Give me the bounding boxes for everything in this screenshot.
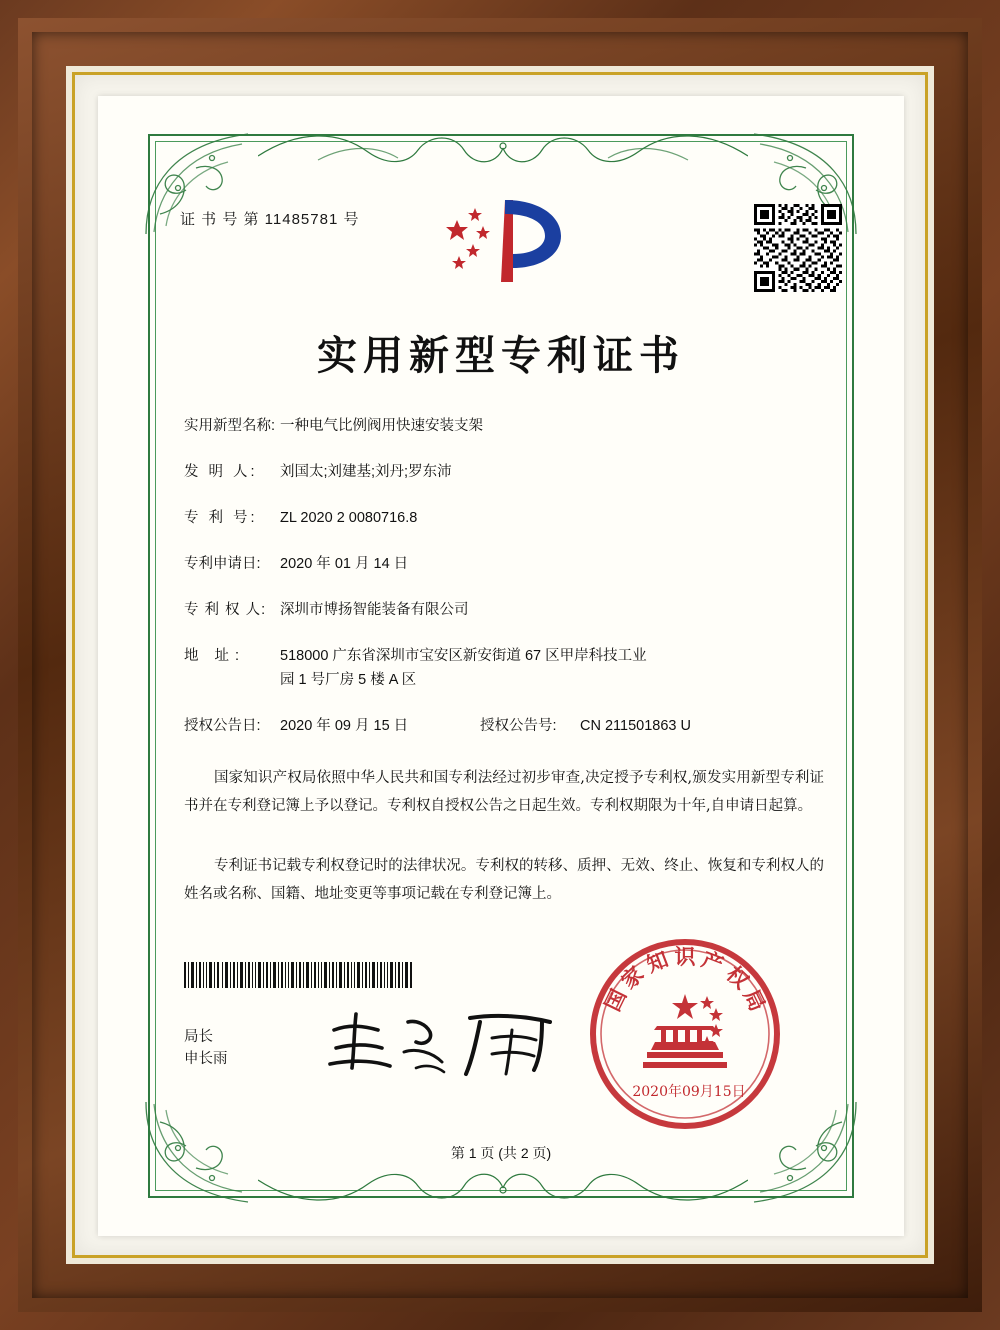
field-address: [184, 646, 844, 690]
certificate-paper: [98, 96, 904, 1236]
field-label: 专利申请日:: [184, 556, 261, 572]
svg-text:识: 识: [674, 944, 696, 969]
field-label-2: 授权公告号:: [480, 718, 557, 734]
field-utility-model-name: [184, 416, 844, 436]
director-name: 申长雨: [184, 1051, 228, 1067]
field-inventors: [184, 462, 844, 482]
field-value: 刘国太;刘建基;刘丹;罗东沛: [280, 464, 452, 480]
page-title: 实用新型专利证书: [317, 332, 685, 379]
svg-text:国: 国: [599, 985, 632, 1015]
barcode: [184, 962, 414, 988]
field-value: 一种电气比例阀用快速安装支架: [280, 418, 483, 434]
handwritten-signature: [320, 1008, 580, 1078]
svg-text:家: 家: [615, 961, 649, 994]
director-title: 局长: [184, 1029, 213, 1045]
svg-text:权: 权: [721, 961, 755, 994]
paragraph-legal-2: 专利证书记载专利权登记时的法律状况。专利权的转移、质押、无效、终止、恢复和专利权人的姓名或名称、国籍、地址变更等事项记载在专利登记簿上。: [184, 858, 824, 902]
field-label: 地 址:: [184, 648, 246, 664]
field-value: 518000 广东省深圳市宝安区新安街道 67 区甲岸科技工业: [280, 648, 647, 664]
field-label: 授权公告日:: [184, 718, 261, 734]
field-patentee: [184, 600, 844, 620]
field-value: ZL 2020 2 0080716.8: [280, 510, 418, 526]
field-label: 专 利 权 人:: [184, 602, 267, 618]
field-label: 实用新型名称:: [184, 418, 276, 434]
field-application-date: [184, 554, 844, 574]
official-seal: [585, 934, 785, 1134]
director-block: [184, 1026, 228, 1070]
field-patent-number: [184, 508, 844, 528]
field-label: 专 利 号:: [184, 510, 258, 526]
field-value-2: CN 211501863 U: [580, 718, 691, 734]
field-value: 深圳市博扬智能装备有限公司: [280, 602, 469, 618]
field-value: 2020 年 09 月 15 日: [280, 718, 409, 734]
certificate-number: 证 书 号 第 11485781 号: [180, 211, 360, 228]
seal-date: 2020年09月15日: [632, 1084, 746, 1100]
field-label: 发 明 人:: [184, 464, 258, 480]
paragraph-legal-1: 国家知识产权局依照中华人民共和国专利法经过初步审查,决定授予专利权,颁发实用新型专利证书并在专利登记簿上予以登记。专利权自授权公告之日起生效。专利权期限为十年,自申请日起算。: [184, 770, 824, 814]
field-value: 2020 年 01 月 14 日: [280, 556, 409, 572]
qr-code-icon: [754, 204, 842, 292]
svg-text:知: 知: [642, 946, 672, 978]
svg-text:产: 产: [698, 946, 728, 978]
sipo-logo-icon: [443, 194, 573, 289]
page-number: 第 1 页 (共 2 页): [450, 1145, 552, 1161]
field-value-line2: 园 1 号厂房 5 楼 A 区: [280, 672, 417, 688]
svg-text:局: 局: [738, 985, 771, 1015]
field-grant-announcement: [184, 716, 844, 736]
